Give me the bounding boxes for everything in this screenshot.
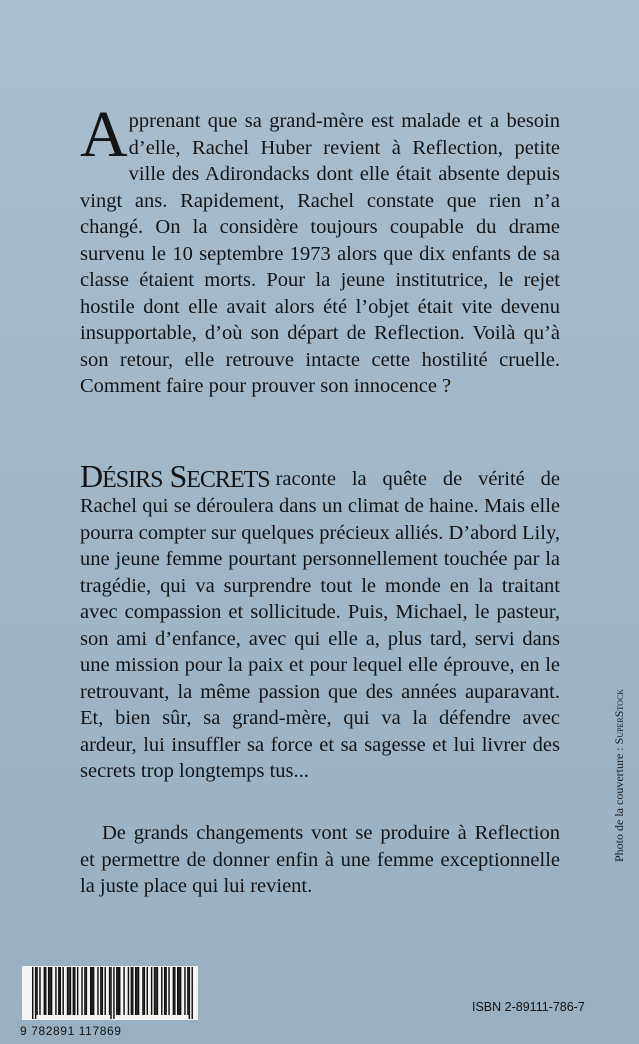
barcode-bar bbox=[32, 967, 33, 1019]
barcode-bar bbox=[192, 967, 193, 1019]
barcode-bar bbox=[165, 967, 166, 1015]
barcode-bar bbox=[131, 967, 132, 1015]
barcode-bar bbox=[178, 967, 179, 1015]
blurb-paragraph-1 bbox=[80, 98, 560, 400]
barcode-bar bbox=[58, 967, 59, 1015]
barcode-bar bbox=[93, 967, 94, 1015]
isbn-number: ISBN 2-89111-786-7 bbox=[472, 1000, 585, 1014]
book-title bbox=[80, 458, 270, 494]
drop-cap: A bbox=[80, 98, 128, 171]
paragraph-text: De grands changements vont se produire à Reflection et permettre de donner enfin à une femme exceptionnelle la juste place qui lui revient. bbox=[80, 822, 560, 897]
barcode bbox=[22, 966, 198, 1020]
barcode-bar bbox=[55, 967, 56, 1015]
barcode-bar bbox=[151, 967, 152, 1015]
barcode-digits: 9 782891 117869 bbox=[20, 1024, 122, 1038]
barcode-bar bbox=[119, 967, 120, 1015]
paragraph-text: pprenant que sa grand-mère est malade et a besoin d’elle, Rachel Huber revient à Reflection, petite ville des Adirondacks dont elle était absente depuis vingt ans. Rapidement, Rachel constate que rien n’a changé. On la considère toujours coupable du drame survenu le 10 septembre 1973 alors que dix enfants de sa classe étaient morts. Pour la jeune institutrice, le rejet hostile dont elle avait alors été l’objet était vite devenu insupportable, d’où son départ de Reflection. Voilà qu’à son retour, elle retrouve intacte cette hostilité cruelle. Comment faire pour prouver son innocence ? bbox=[80, 110, 560, 397]
barcode-bar bbox=[44, 967, 45, 1015]
barcode-bar bbox=[138, 967, 139, 1015]
barcode-bar bbox=[73, 967, 74, 1015]
barcode-bar bbox=[184, 967, 185, 1015]
barcode-bar bbox=[90, 967, 91, 1015]
barcode-bar bbox=[60, 967, 61, 1015]
blurb-paragraph-3 bbox=[80, 820, 560, 900]
barcode-bar bbox=[68, 967, 69, 1015]
barcode-bar bbox=[36, 967, 37, 1015]
barcode-bar bbox=[39, 967, 40, 1015]
barcode-bar bbox=[49, 967, 50, 1015]
barcode-bar bbox=[109, 967, 110, 1015]
title-smallcaps: ÉSIRS bbox=[102, 467, 163, 493]
barcode-bar bbox=[45, 967, 46, 1015]
barcode-bar bbox=[154, 967, 155, 1015]
barcode-bars bbox=[22, 966, 198, 1020]
barcode-bar bbox=[189, 967, 190, 1019]
barcode-bar bbox=[110, 967, 111, 1019]
credit-prefix: Photo de la couverture : bbox=[612, 744, 626, 862]
barcode-bar bbox=[136, 967, 137, 1015]
paragraph-text: raconte la quête de vérité de Rachel qui se déroulera dans un climat de haine. Mais elle pourra compter sur quelques précieux alliés. D’abord Lily, une jeune femme pourtant personnellement touchée par la tragédie, qui va surprendre tout le monde en la traitant avec compassion et sollicitude. Puis, Michael, le pasteur, son ami d’enfance, avec qui elle a, plus tard, servi dans une mission pour la paix et pour lequel elle éprouve, en le retrouvant, la même passion que des années auparavant. Et, bien sûr, sa grand-mère, qui va la défendre avec ardeur, lui insuffler sa force et sa sagesse et lui livrer des secrets trop longtemps tus... bbox=[80, 468, 560, 782]
barcode-bar bbox=[118, 967, 119, 1015]
title-initial: S bbox=[169, 458, 187, 494]
barcode-bar bbox=[123, 967, 124, 1015]
barcode-bar bbox=[74, 967, 75, 1015]
barcode-bar bbox=[164, 967, 165, 1015]
barcode-bar bbox=[97, 967, 98, 1015]
barcode-bar bbox=[86, 967, 87, 1015]
barcode-bar bbox=[144, 967, 145, 1015]
barcode-bar bbox=[48, 967, 49, 1015]
barcode-bar bbox=[173, 967, 174, 1015]
barcode-bar bbox=[116, 967, 117, 1015]
barcode-bar bbox=[128, 967, 129, 1015]
barcode-bar bbox=[35, 967, 36, 1019]
barcode-bar bbox=[84, 967, 85, 1015]
barcode-bar bbox=[77, 967, 78, 1015]
barcode-bar bbox=[132, 967, 133, 1015]
title-initial: D bbox=[80, 458, 103, 494]
barcode-bar bbox=[67, 967, 68, 1015]
barcode-bar bbox=[62, 967, 63, 1015]
barcode-bar bbox=[91, 967, 92, 1015]
barcode-bar bbox=[155, 967, 156, 1015]
blurb-paragraph-2 bbox=[80, 458, 560, 785]
barcode-bar bbox=[142, 967, 143, 1015]
barcode-bar bbox=[81, 967, 82, 1015]
barcode-bar bbox=[168, 967, 169, 1015]
barcode-bar bbox=[147, 967, 148, 1015]
barcode-bar bbox=[105, 967, 106, 1015]
credit-brand: SuperStock bbox=[612, 688, 626, 745]
barcode-bar bbox=[113, 967, 114, 1019]
title-smallcaps: ECRETS bbox=[186, 467, 270, 493]
barcode-bar bbox=[161, 967, 162, 1015]
barcode-bar bbox=[102, 967, 103, 1015]
barcode-bar bbox=[51, 967, 52, 1015]
barcode-bar bbox=[70, 967, 71, 1015]
barcode-bar bbox=[177, 967, 178, 1015]
barcode-bar bbox=[187, 967, 188, 1015]
barcode-bar bbox=[135, 967, 136, 1015]
barcode-bar bbox=[174, 967, 175, 1015]
photo-credit bbox=[612, 689, 627, 862]
barcode-bar bbox=[100, 967, 101, 1015]
barcode-bar bbox=[157, 967, 158, 1015]
barcode-bar bbox=[180, 967, 181, 1015]
